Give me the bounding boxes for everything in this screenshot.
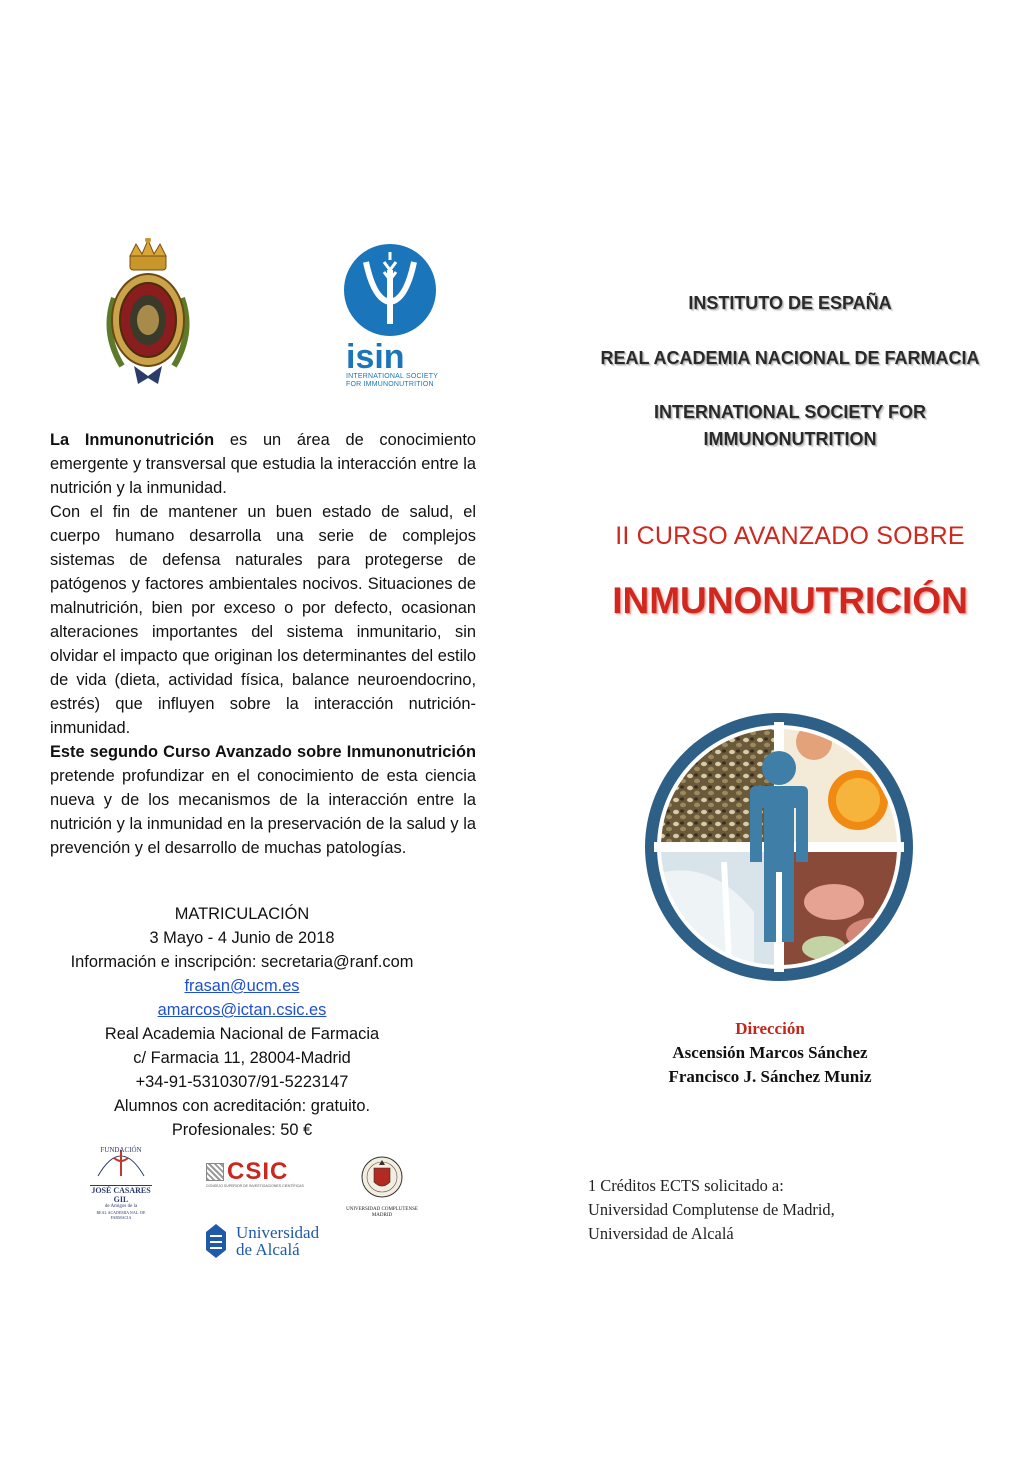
registration-title: MATRICULACIÓN xyxy=(174,905,310,923)
uah-logo xyxy=(200,1220,320,1262)
immunonutrition-illustration xyxy=(644,712,914,982)
fee-students: Alumnos con acreditación: gratuito. xyxy=(113,1097,371,1115)
ects-line-3: Universidad de Alcalá xyxy=(588,1224,734,1243)
registration-block xyxy=(40,902,444,1142)
email-link-amarcos[interactable]: amarcos@ictan.csic.es xyxy=(157,1001,327,1019)
uah-text-2: de Alcalá xyxy=(236,1240,300,1259)
csic-logo xyxy=(206,1158,304,1190)
registration-info: Información e inscripción: secretaria@ranf.com xyxy=(70,953,414,971)
uah-text-1: Universidad xyxy=(236,1223,320,1242)
isin-wordmark: isin xyxy=(346,338,405,376)
csic-wordmark: CSIC xyxy=(227,1158,289,1185)
intro-text xyxy=(50,428,476,860)
csic-emblem-icon xyxy=(206,1163,224,1181)
venue-address: c/ Farmacia 11, 28004-Madrid xyxy=(133,1049,351,1067)
institution-instituto-espana: INSTITUTO DE ESPAÑA xyxy=(688,293,892,313)
email-link-frasan[interactable]: frasan@ucm.es xyxy=(184,977,300,995)
intro-paragraph-1 xyxy=(50,428,476,500)
fundacion-casares-gil-logo xyxy=(90,1140,152,1220)
fundacion-name: JOSÉ CASARES GIL xyxy=(91,1186,151,1204)
ucm-text-2: MADRID xyxy=(371,1213,393,1218)
intro-course-name: Este segundo Curso Avanzado sobre Inmunonutrición xyxy=(50,743,476,761)
isin-circle-icon xyxy=(340,240,440,340)
isin-logo xyxy=(340,240,440,392)
venue-phone: +34-91-5310307/91-5223147 xyxy=(135,1073,349,1091)
fundacion-sub-2: REAL ACADEMIA NAL. DE FARMACIA xyxy=(96,1210,146,1220)
fundacion-arc-text: FUNDACIÓN xyxy=(100,1146,142,1154)
institution-isin xyxy=(560,399,1020,453)
intro-p3-text: pretende profundizar en el conocimiento de esta ciencia nueva y de los mecanismos de la interacción entre la nutrición y la inmunidad en la preservación de la salud y la prevención y el desarrollo de muchas patologías. xyxy=(50,767,476,857)
direction-label: Dirección xyxy=(735,1019,805,1038)
ects-line-1: 1 Créditos ECTS solicitado a: xyxy=(588,1176,784,1195)
uah-emblem-icon xyxy=(200,1222,232,1260)
institution-isin-line-2: IMMUNONUTRITION xyxy=(703,429,877,449)
fundacion-sub-1: de Amigos de la xyxy=(104,1204,138,1209)
registration-dates: 3 Mayo - 4 Junio de 2018 xyxy=(149,929,335,947)
intro-paragraph-2: Con el fin de mantener un buen estado de salud, el cuerpo humano desarrolla una serie de complejos sistemas de defensa naturales para protegerse de patógenos y factores ambientales nocivos. Situaciones de malnutrición, bien por exceso o por defecto, ocasionan alteraciones importantes del sistema inmunitario, sin olvidar el impacto que originan los determinantes del estilo de vida (dieta, actividad física, balance neuroendocrino, estrés) que influyen sobre la interacción nutrición-inmunidad. xyxy=(50,503,476,737)
ects-credits-block xyxy=(588,1174,988,1246)
institution-isin-line-1: INTERNATIONAL SOCIETY FOR xyxy=(653,402,926,422)
course-title: INMUNONUTRICIÓN xyxy=(612,580,968,621)
intro-paragraph-3 xyxy=(50,740,476,860)
ucm-logo xyxy=(340,1152,424,1218)
course-subtitle: II CURSO AVANZADO SOBRE xyxy=(615,522,965,550)
director-name-2: Francisco J. Sánchez Muniz xyxy=(668,1067,872,1086)
fee-professionals: Profesionales: 50 € xyxy=(171,1121,313,1139)
fundacion-arc-icon xyxy=(90,1140,152,1180)
isin-subtitle-1: INTERNATIONAL SOCIETY xyxy=(346,373,439,380)
intro-p1-text: es un área de conocimiento emergente y transversal que estudia la interacción entre la nutrición y la inmunidad. xyxy=(50,431,476,497)
venue-name: Real Academia Nacional de Farmacia xyxy=(104,1025,380,1043)
ucm-seal-icon xyxy=(360,1152,404,1202)
ects-line-2: Universidad Complutense de Madrid, xyxy=(588,1200,835,1219)
ucm-text-1: UNIVERSIDAD COMPLUTENSE xyxy=(346,1207,418,1212)
direction-block xyxy=(600,1017,940,1089)
intro-term: La Inmunonutrición xyxy=(50,431,215,449)
csic-subtitle: CONSEJO SUPERIOR DE INVESTIGACIONES CIENTÍFICAS xyxy=(206,1184,304,1188)
director-name-1: Ascensión Marcos Sánchez xyxy=(672,1043,868,1062)
institution-ranf: REAL ACADEMIA NACIONAL DE FARMACIA xyxy=(600,348,980,368)
isin-subtitle-2: FOR IMMUNONUTRITION xyxy=(346,381,434,388)
real-academia-emblem xyxy=(100,238,196,390)
